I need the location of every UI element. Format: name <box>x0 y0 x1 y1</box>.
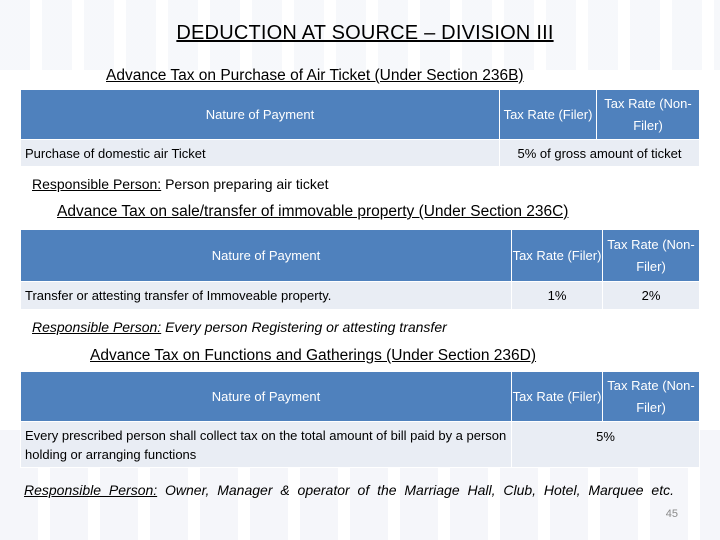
responsible-label: Responsible Person: <box>32 176 162 192</box>
col-nonfiler-header: Tax Rate (Non-Filer) <box>603 372 700 422</box>
responsible-person-236b <box>32 176 329 192</box>
rate-table-236c <box>20 229 700 310</box>
row-nonfiler-cell: 2% <box>603 282 700 310</box>
responsible-text: Person preparing air ticket <box>161 176 329 192</box>
col-nonfiler-header: Tax Rate (Non-Filer) <box>603 230 700 282</box>
row-nature-cell: Purchase of domestic air Ticket <box>21 140 500 167</box>
rate-table-236d <box>20 371 700 468</box>
col-filer-header: Tax Rate (Filer) <box>500 90 597 140</box>
section-heading-236b: Advance Tax on Purchase of Air Ticket (Under Section 236B) <box>106 67 524 84</box>
row-rate-cell: 5% of gross amount of ticket <box>500 140 700 167</box>
section-heading-236d: Advance Tax on Functions and Gatherings (Under Section 236D) <box>90 347 537 364</box>
row-nature-cell: Every prescribed person shall collect tax on the total amount of bill paid by a person holding or arranging functions <box>21 422 512 468</box>
page-title: DEDUCTION AT SOURCE – DIVISION III <box>176 22 554 44</box>
responsible-person-236d <box>24 479 674 501</box>
responsible-label: Responsible Person: <box>24 482 158 498</box>
row-rate-cell: 5% <box>512 422 700 468</box>
page-number: 45 <box>665 508 678 520</box>
col-nonfiler-header: Tax Rate (Non-Filer) <box>597 90 700 140</box>
responsible-text: Owner, Manager & operator of the Marriage Hall, Club, Hotel, Marquee etc. <box>157 482 674 498</box>
row-filer-cell: 1% <box>512 282 603 310</box>
rate-table-236b <box>20 89 700 167</box>
responsible-label: Responsible Person: <box>32 319 162 335</box>
section-heading-236c: Advance Tax on sale/transfer of immovable property (Under Section 236C) <box>57 203 569 220</box>
col-filer-header: Tax Rate (Filer) <box>512 230 603 282</box>
responsible-text: Every person Registering or attesting transfer <box>161 319 447 335</box>
col-nature-header: Nature of Payment <box>21 230 512 282</box>
row-nature-cell: Transfer or attesting transfer of Immoveable property. <box>21 282 512 310</box>
col-filer-header: Tax Rate (Filer) <box>512 372 603 422</box>
col-nature-header: Nature of Payment <box>21 90 500 140</box>
responsible-person-236c <box>32 319 447 335</box>
col-nature-header: Nature of Payment <box>21 372 512 422</box>
